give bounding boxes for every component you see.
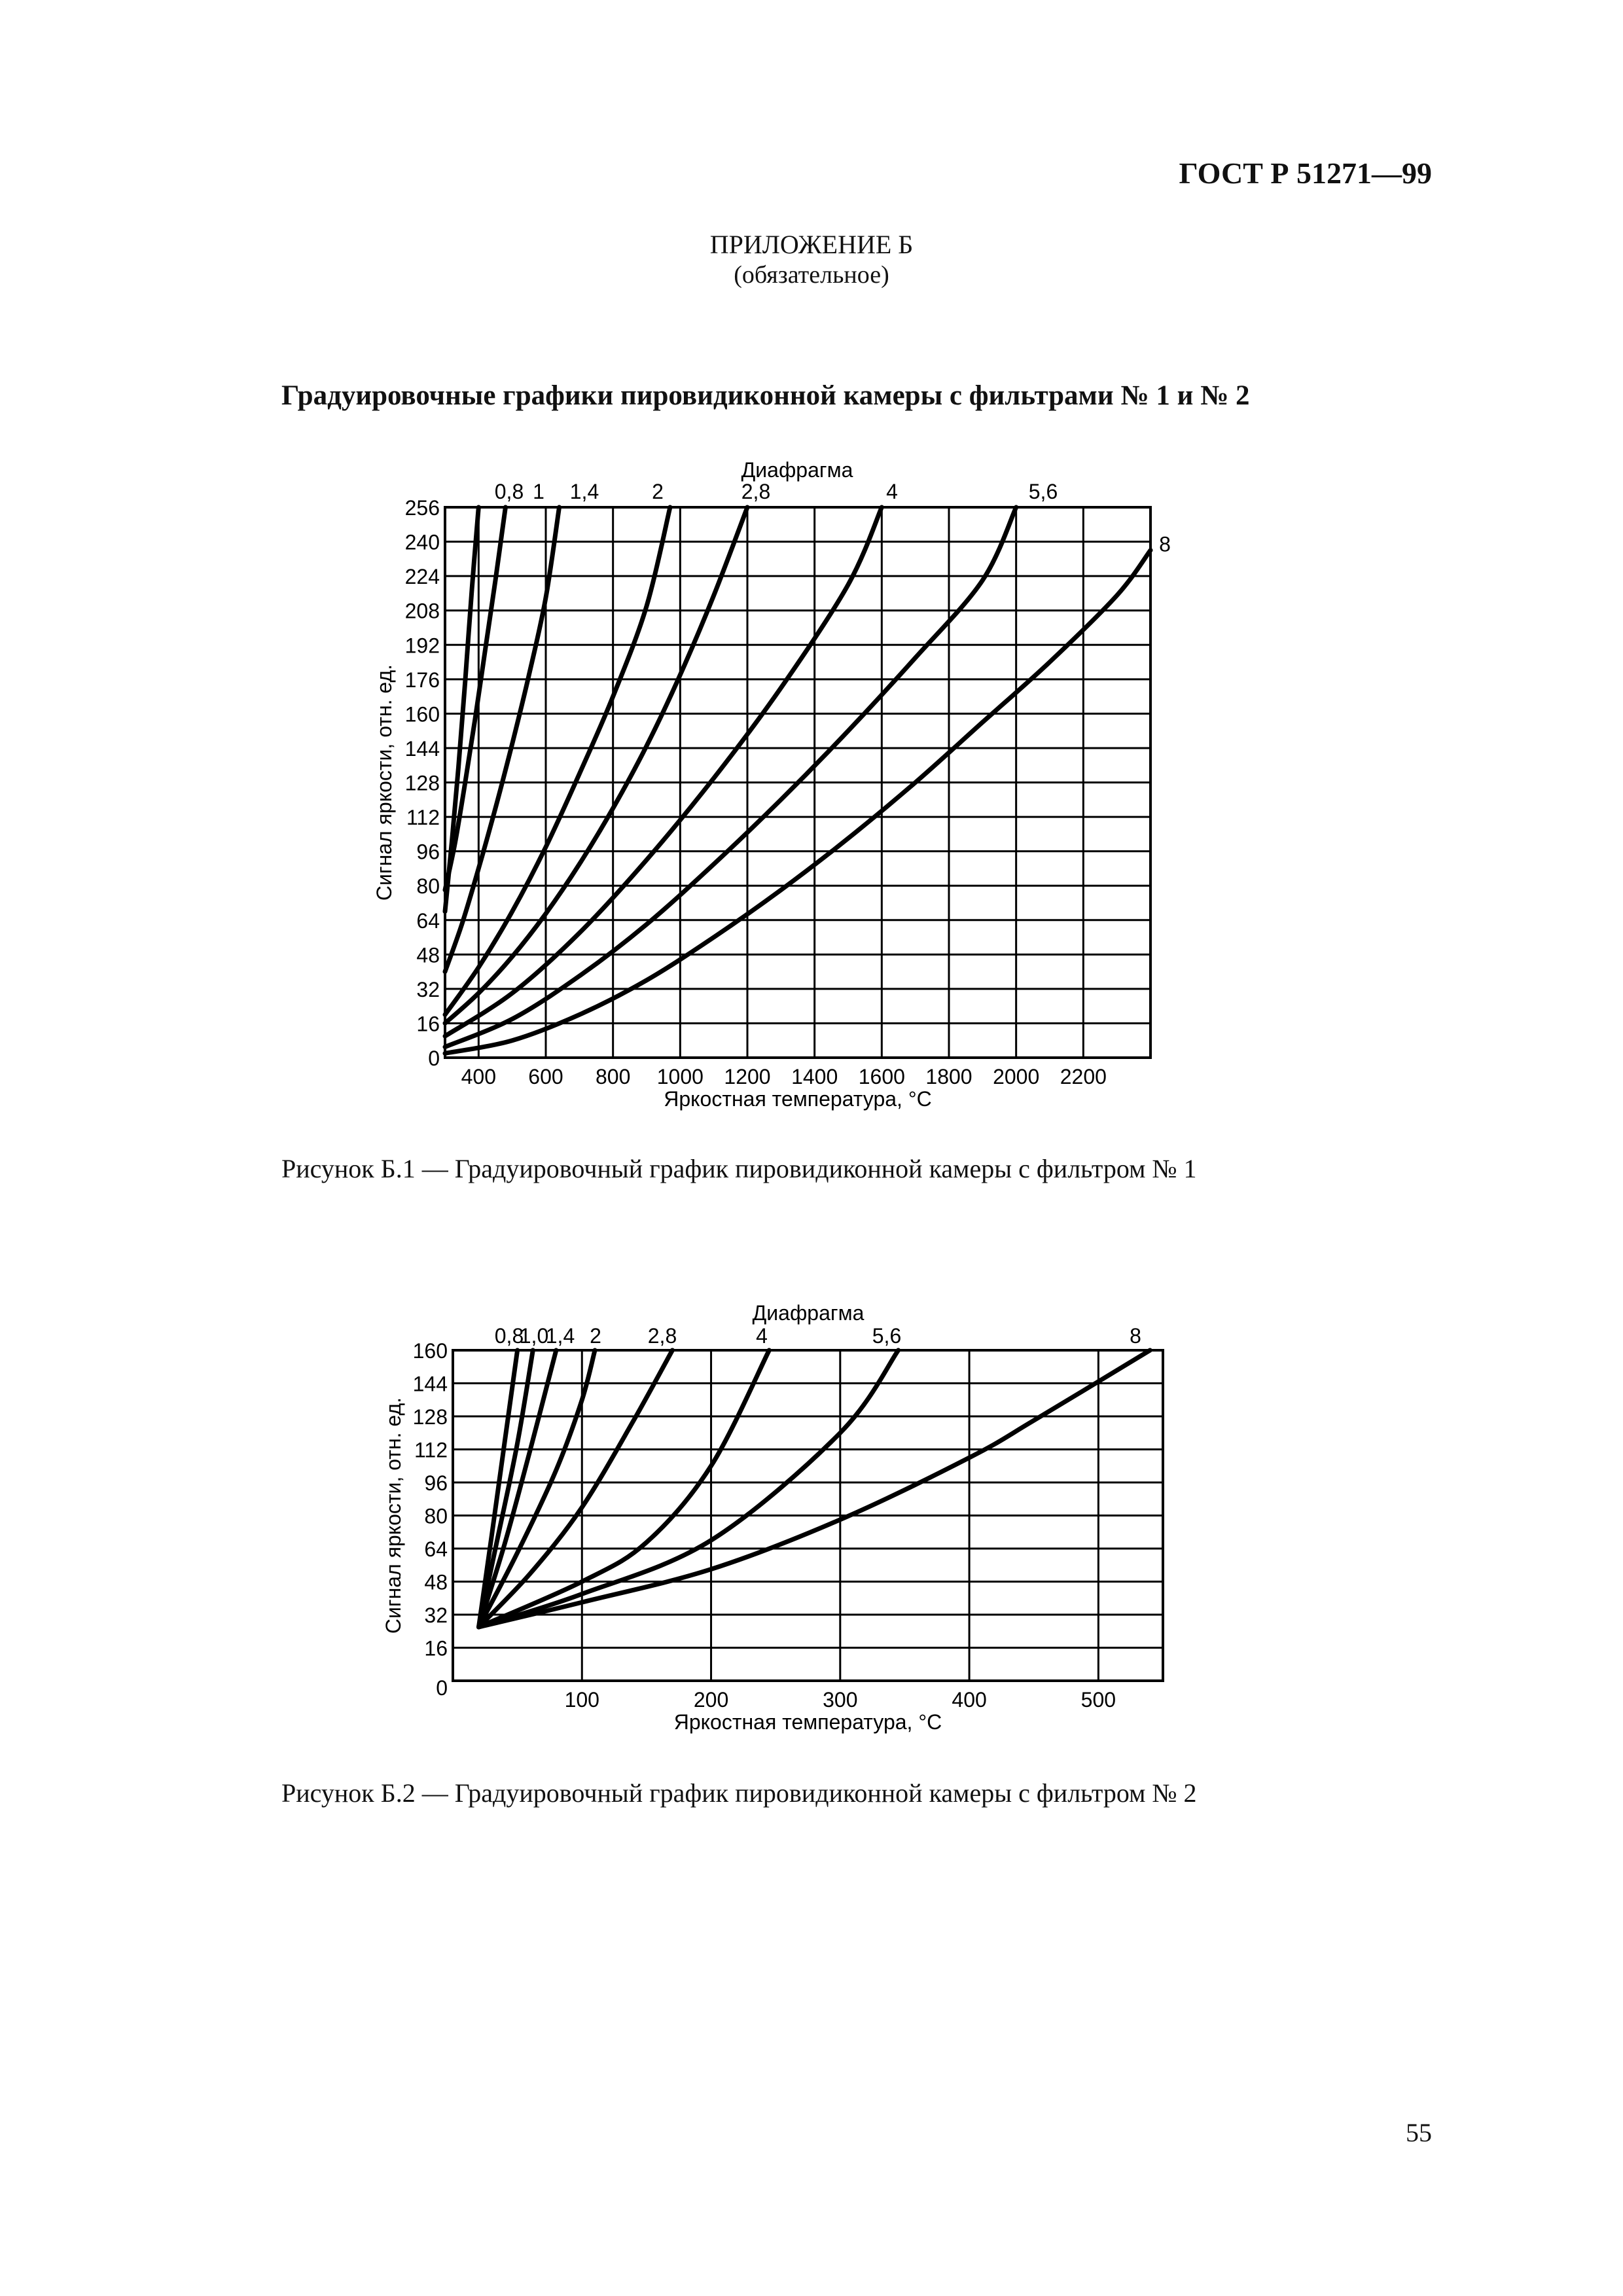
series-label: 8 bbox=[1130, 1324, 1141, 1348]
y-axis-label: Сигнал яркости, отн. ед. bbox=[372, 664, 396, 901]
x-axis-label: Яркостная температура, °С bbox=[664, 1087, 932, 1111]
chart-filter-1 bbox=[0, 445, 1623, 1165]
x-tick-label: 100 bbox=[564, 1688, 599, 1712]
legend-title: Диафрагма bbox=[752, 1301, 865, 1325]
y-tick-label: 112 bbox=[414, 1438, 448, 1462]
x-tick-label: 300 bbox=[823, 1688, 858, 1712]
document-code: ГОСТ Р 51271—99 bbox=[1179, 156, 1432, 190]
x-tick-label: 400 bbox=[952, 1688, 987, 1712]
figure-2-caption: Рисунок Б.2 — Градуировочный график пировидиконной камеры с фильтром № 2 bbox=[281, 1778, 1197, 1808]
y-tick-label: 112 bbox=[406, 806, 440, 830]
series-line-6 bbox=[445, 507, 1016, 1047]
series-label: 8 bbox=[1159, 532, 1171, 556]
y-tick-label: 32 bbox=[424, 1604, 448, 1627]
figure-1-caption: Рисунок Б.1 — Градуировочный график пировидиконной камеры с фильтром № 1 bbox=[281, 1154, 1197, 1183]
series-label: 5,6 bbox=[1028, 480, 1058, 503]
x-tick-label: 500 bbox=[1080, 1688, 1116, 1712]
x-tick-label: 1800 bbox=[925, 1065, 972, 1088]
y-tick-label: 256 bbox=[404, 496, 440, 520]
y-tick-label: 144 bbox=[412, 1372, 448, 1396]
x-tick-label: 600 bbox=[528, 1065, 563, 1088]
series-line-7 bbox=[479, 1350, 1150, 1627]
series-label: 4 bbox=[756, 1324, 768, 1348]
x-axis-label: Яркостная температура, °С bbox=[673, 1710, 942, 1734]
series-label: 1 bbox=[533, 480, 544, 503]
y-tick-label: 160 bbox=[412, 1339, 448, 1363]
y-tick-label: 64 bbox=[416, 908, 440, 933]
y-tick-label: 160 bbox=[404, 702, 440, 726]
x-tick-label: 2000 bbox=[993, 1065, 1040, 1088]
x-tick-label: 1000 bbox=[656, 1065, 704, 1088]
y-tick-label: 0 bbox=[428, 1047, 440, 1070]
x-tick-label: 2200 bbox=[1060, 1065, 1107, 1088]
series-line-7 bbox=[445, 550, 1150, 1054]
series-label: 0,8 bbox=[494, 480, 524, 503]
series-line-1 bbox=[479, 1350, 533, 1627]
series-label: 2 bbox=[590, 1324, 601, 1348]
x-tick-label: 200 bbox=[693, 1688, 729, 1712]
y-tick-label: 0 bbox=[436, 1676, 448, 1700]
x-tick-label: 800 bbox=[595, 1065, 631, 1088]
y-tick-label: 128 bbox=[404, 771, 440, 795]
series-label: 0,8 bbox=[494, 1324, 524, 1348]
y-tick-label: 144 bbox=[404, 736, 440, 761]
series-line-6 bbox=[479, 1350, 899, 1627]
legend-title: Диафрагма bbox=[741, 458, 853, 482]
y-tick-label: 224 bbox=[404, 565, 440, 589]
y-tick-label: 96 bbox=[416, 840, 440, 864]
x-tick-label: 1400 bbox=[791, 1065, 838, 1088]
y-tick-label: 240 bbox=[404, 530, 440, 554]
y-tick-label: 176 bbox=[404, 668, 440, 692]
section-title: Градуировочные графики пировидиконной камеры с фильтрами № 1 и № 2 bbox=[281, 380, 1250, 411]
series-label: 1,4 bbox=[569, 480, 599, 503]
series-label: 1,4 bbox=[545, 1324, 575, 1348]
series-label: 2,8 bbox=[647, 1324, 677, 1348]
y-tick-label: 16 bbox=[416, 1012, 440, 1036]
series-label: 5,6 bbox=[872, 1324, 902, 1348]
chart-filter-2 bbox=[0, 1283, 1623, 1741]
series-label: 4 bbox=[886, 480, 898, 503]
appendix-subtitle: (обязательное) bbox=[734, 261, 889, 289]
y-tick-label: 192 bbox=[404, 634, 440, 658]
y-axis-label: Сигнал яркости, отн. ед. bbox=[382, 1397, 405, 1634]
y-tick-label: 32 bbox=[416, 977, 440, 1001]
y-tick-label: 48 bbox=[424, 1570, 448, 1594]
series-label: 2,8 bbox=[741, 480, 771, 503]
y-tick-label: 208 bbox=[404, 599, 440, 623]
series-label: 1,0 bbox=[519, 1324, 549, 1348]
x-tick-label: 1200 bbox=[724, 1065, 771, 1088]
y-tick-label: 80 bbox=[424, 1504, 448, 1528]
x-tick-label: 400 bbox=[461, 1065, 497, 1088]
series-label: 2 bbox=[652, 480, 664, 503]
y-tick-label: 48 bbox=[416, 943, 440, 967]
y-tick-label: 16 bbox=[424, 1636, 448, 1660]
y-tick-label: 96 bbox=[424, 1471, 448, 1495]
y-tick-label: 128 bbox=[412, 1405, 448, 1429]
appendix-title: ПРИЛОЖЕНИЕ Б bbox=[709, 230, 914, 259]
x-tick-label: 1600 bbox=[858, 1065, 905, 1088]
y-tick-label: 80 bbox=[416, 874, 440, 899]
page-number: 55 bbox=[1406, 2118, 1432, 2147]
y-tick-label: 64 bbox=[424, 1537, 448, 1561]
